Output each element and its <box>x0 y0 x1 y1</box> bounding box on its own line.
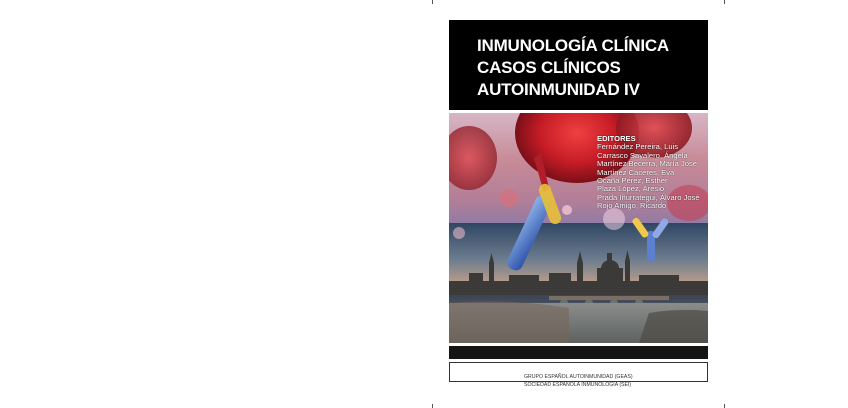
dark-band <box>449 346 708 359</box>
crop-mark <box>724 0 725 4</box>
riverbank <box>639 310 708 343</box>
editor-name: Ocaña Pérez, Esther <box>597 176 668 186</box>
editor-name: Rojo Amigo, Ricardo <box>597 201 667 211</box>
society-text <box>524 374 654 389</box>
crop-mark <box>724 404 725 408</box>
small-cell <box>500 189 518 207</box>
title-block <box>449 20 708 110</box>
crop-mark <box>432 404 433 408</box>
society-line-1: GRUPO ESPAÑOL AUTOINMUNIDAD (GEAS) <box>524 374 633 380</box>
editor-name: Carrasco Sayalero, Ángela <box>597 150 688 160</box>
title-line-1: INMUNOLOGÍA CLÍNICA <box>477 36 669 55</box>
red-cell <box>449 126 497 190</box>
editor-name: Martínez Cáceres, Eva <box>597 167 675 177</box>
crop-mark <box>432 0 433 4</box>
title-line-3: AUTOINMUNIDAD IV <box>477 80 640 99</box>
editor-name: Plaza López, Aresio <box>597 184 665 194</box>
small-cell <box>453 227 465 239</box>
book-cover <box>449 20 708 388</box>
small-cell <box>603 208 625 230</box>
editors-list <box>597 135 707 211</box>
small-cell <box>562 205 572 215</box>
editor-name: Prada Iñurrategui, Álvaro José <box>597 192 700 202</box>
editor-name: Fernández Pereira, Luis <box>597 142 679 152</box>
cover-illustration <box>449 113 708 343</box>
society-line-2: SOCIEDAD ESPAÑOLA INMUNOLOGÍA (SEI) <box>524 381 632 388</box>
editor-name: Martínez Becerra, María José <box>597 159 698 169</box>
editors-heading: EDITORES <box>597 134 636 143</box>
title-line-2: CASOS CLÍNICOS <box>477 58 621 77</box>
riverbank <box>449 301 569 343</box>
